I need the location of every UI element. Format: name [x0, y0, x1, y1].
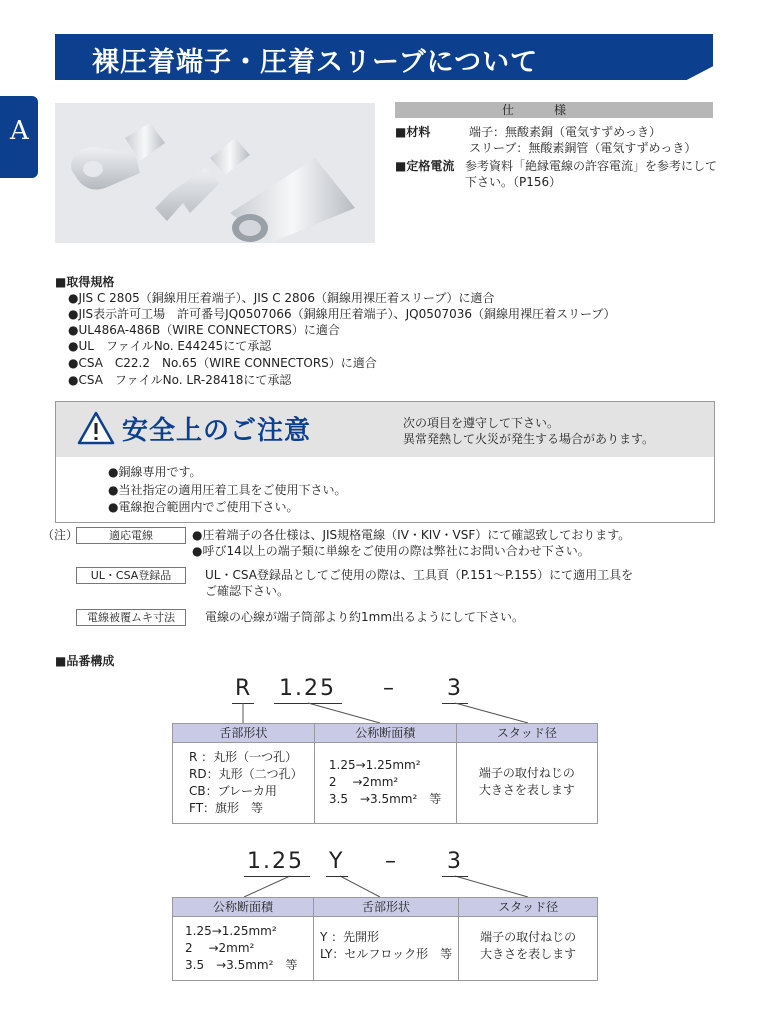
code-part: R: [235, 676, 253, 701]
table-header: 舌部形状: [313, 898, 458, 917]
code-part: 1.25: [279, 676, 336, 701]
code-part: 3: [447, 849, 463, 874]
material-label: ■材料: [395, 125, 431, 139]
table-header: スタッド径: [456, 724, 597, 743]
table-cell-line: 3.5 →3.5mm² 等: [328, 792, 442, 806]
material-line-1: 端子：無酸素銅（電気すずめっき）: [469, 125, 662, 139]
table-cell-line: 大きさを表します: [480, 947, 577, 961]
table-cell-line: 端子の取付ねじの: [480, 930, 577, 944]
table-cell-line: RD：丸形（二つ孔）: [189, 767, 303, 781]
table-cell-line: 端子の取付ねじの: [478, 766, 575, 780]
page-title: 裸圧着端子・圧着スリーブについて: [92, 47, 539, 78]
note-text: ご確認下さい。: [205, 584, 290, 598]
safety-item: ●電線抱合範囲内でご使用下さい。: [108, 500, 299, 514]
part-number-title: ■品番構成: [55, 654, 115, 668]
code-part: 1.25: [247, 849, 304, 874]
current-line-1: 参考資料「絶縁電線の許容電流」を参考にして: [465, 159, 718, 173]
cert-item: ●UL ファイルNo. E44245にて承認: [68, 339, 272, 353]
code-underline: [442, 876, 468, 877]
safety-item: ●当社指定の適用圧着工具をご使用下さい。: [108, 483, 347, 497]
table-cell-line: 1.25→1.25mm²: [185, 924, 277, 938]
table-cell-line: Y ：先開形: [319, 930, 380, 944]
table-cell-line: 3.5 →3.5mm² 等: [185, 958, 298, 972]
note-text: UL・CSA登録品としてご使用の際は、工具頁（P.151〜P.155）にて適用工具を: [205, 568, 634, 582]
current-line-2: 下さい。（P156）: [465, 175, 562, 189]
safety-note-1: 次の項目を遵守して下さい。: [403, 416, 560, 430]
note-label-wire: 適応電線: [76, 527, 186, 544]
note-text: ●圧着端子の各仕様は、JIS規格電線（IV・KIV・VSF）にて確認致しております。: [192, 528, 631, 542]
table-cell-line: 2 →2mm²: [185, 941, 255, 955]
spec-heading: 仕様: [395, 102, 713, 118]
safety-note-2: 異常発熱して火災が発生する場合があります。: [403, 432, 655, 446]
code-part: –: [383, 676, 396, 701]
code-part: 3: [447, 676, 463, 701]
cert-item: ●JIS C 2805（銅線用圧着端子）、JIS C 2806（銅線用裸圧着スリーブ）に適合: [68, 291, 495, 305]
safety-title: 安全上のご注意: [122, 416, 312, 446]
cert-item: ●CSA ファイルNo. LR-28418にて承認: [68, 373, 292, 387]
cert-item: ●UL486A-486B（WIRE CONNECTORS）に適合: [68, 323, 340, 337]
section-tab-label: A: [10, 116, 29, 146]
code-underline: [326, 876, 348, 877]
note-label-ul-csa: UL・CSA登録品: [76, 567, 186, 584]
code-part: –: [385, 849, 398, 874]
table-cell-line: FT：旗形 等: [189, 801, 264, 815]
note-marker: （注）: [42, 528, 79, 542]
table-cell-line: CB：ブレーカ用: [189, 784, 277, 798]
table-cell-line: LY：セルフロック形 等: [319, 947, 453, 961]
table-cell-line: R ：丸形（一つ孔）: [189, 750, 298, 764]
note-text: 電線の心線が端子筒部より約1mm出るようにして下さい。: [205, 610, 525, 624]
part-table-1: [172, 723, 598, 824]
table-header: 舌部形状: [173, 724, 315, 743]
note-label-strip: 電線被覆ムキ寸法: [76, 609, 186, 626]
cert-title: ■取得規格: [55, 275, 115, 289]
cert-item: ●CSA C22.2 No.65（WIRE CONNECTORS）に適合: [68, 356, 377, 370]
table-cell-line: 2 →2mm²: [328, 775, 399, 789]
table-header: スタッド径: [459, 898, 598, 917]
note-text: ●呼び14以上の端子類に単線をご使用の際は弊社にお問い合わせ下さい。: [192, 544, 590, 558]
table-cell-line: 1.25→1.25mm²: [328, 758, 421, 772]
table-header: 公称断面積: [173, 898, 314, 917]
material-line-2: スリーブ：無酸素銅管（電気すずめっき）: [469, 141, 697, 155]
cert-item: ●JIS表示許可工場 許可番号JQ0507066（銅線用圧着端子）、JQ0507036（銅線用裸圧着スリーブ）: [68, 307, 616, 321]
code-part: Y: [329, 849, 345, 874]
part-table-2: [172, 897, 598, 981]
current-label: ■定格電流: [395, 159, 455, 173]
safety-item: ●銅線専用です。: [108, 465, 202, 479]
table-header: 公称断面積: [314, 724, 456, 743]
table-cell-line: 大きさを表します: [478, 783, 575, 797]
code-underline: [244, 876, 310, 877]
